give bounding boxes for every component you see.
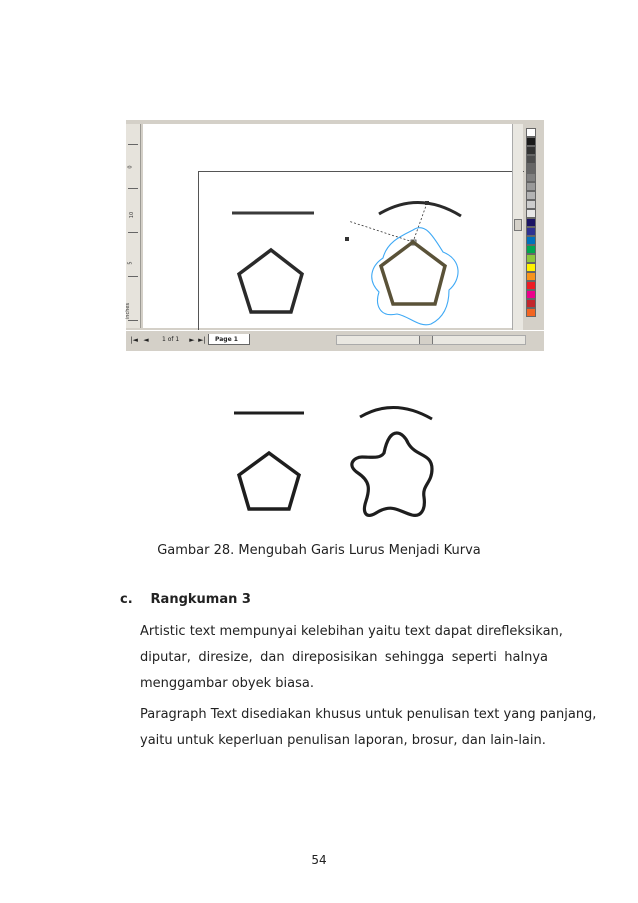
horizontal-scroll-thumb[interactable] (419, 336, 433, 344)
palette-swatch[interactable] (526, 272, 536, 281)
control-handle-line (350, 222, 413, 242)
figure-caption: Gambar 28. Mengubah Garis Lurus Menjadi Kurva (157, 543, 481, 558)
control-node[interactable] (345, 237, 349, 241)
palette-swatch[interactable] (526, 254, 536, 263)
pentagon-shape (239, 453, 299, 509)
control-node[interactable] (425, 201, 429, 205)
palette-swatch[interactable] (526, 128, 536, 137)
color-palette[interactable] (524, 124, 538, 324)
palette-swatch[interactable] (526, 290, 536, 299)
palette-swatch[interactable] (526, 281, 536, 290)
curved-star-shape (352, 433, 432, 515)
palette-swatch[interactable] (526, 245, 536, 254)
ruler-label: 10 (129, 211, 136, 219)
section-title: Rangkuman 3 (150, 592, 251, 607)
next-page-button[interactable]: ► (189, 336, 195, 344)
palette-swatch[interactable] (526, 227, 536, 236)
palette-swatch[interactable] (526, 173, 536, 182)
vertical-scrollbar[interactable] (512, 124, 523, 336)
document-navigator-bar (126, 330, 544, 351)
palette-swatch[interactable] (526, 164, 536, 173)
arc-shape[interactable] (379, 202, 461, 216)
palette-swatch[interactable] (526, 182, 536, 191)
horizontal-scrollbar[interactable] (336, 335, 526, 345)
palette-swatch[interactable] (526, 155, 536, 164)
arc-shape (360, 407, 432, 419)
canvas-drawing (143, 124, 521, 328)
page-counter: 1 of 1 (162, 336, 180, 343)
paragraph-line: menggambar obyek biasa. (140, 676, 314, 691)
ruler-unit: inches (125, 302, 132, 320)
vertical-ruler (126, 124, 141, 328)
palette-swatch[interactable] (526, 236, 536, 245)
palette-swatch[interactable] (526, 209, 536, 218)
palette-swatch[interactable] (526, 308, 536, 317)
converting-pentagon-shape[interactable] (381, 242, 445, 304)
coreldraw-screenshot (126, 120, 544, 350)
last-page-button[interactable]: ►| (198, 336, 206, 344)
section-marker: c. (120, 592, 133, 607)
paragraph-line: Paragraph Text disediakan khusus untuk penulisan text yang panjang, (140, 707, 597, 722)
ruler-label: 0 (127, 165, 134, 169)
first-page-button[interactable]: |◄ (130, 336, 138, 344)
paragraph (140, 619, 563, 697)
palette-swatch[interactable] (526, 218, 536, 227)
control-handle-line (413, 203, 427, 242)
vertical-scroll-thumb[interactable] (514, 219, 522, 231)
palette-swatch[interactable] (526, 263, 536, 272)
palette-swatch[interactable] (526, 146, 536, 155)
paragraph-line: Artistic text mempunyai kelebihan yaitu text dapat direfleksikan, (140, 624, 563, 639)
section-heading (120, 592, 251, 607)
prev-page-button[interactable]: ◄ (143, 336, 149, 344)
drawing-canvas[interactable] (143, 124, 521, 328)
palette-swatch[interactable] (526, 299, 536, 308)
palette-swatch[interactable] (526, 191, 536, 200)
paragraph-line: diputar, diresize, dan direposisikan sehingga seperti halnya (140, 650, 548, 665)
pentagon-shape[interactable] (239, 250, 302, 312)
page-number: 54 (311, 853, 327, 867)
ruler-label: 5 (127, 261, 134, 265)
palette-swatch[interactable] (526, 200, 536, 209)
paragraph-line: yaitu untuk keperluan penulisan laporan, brosur, dan lain-lain. (140, 733, 546, 748)
page-tab[interactable]: Page 1 (208, 334, 250, 345)
result-drawing (220, 395, 450, 525)
paragraph (140, 702, 597, 754)
palette-swatch[interactable] (526, 137, 536, 146)
